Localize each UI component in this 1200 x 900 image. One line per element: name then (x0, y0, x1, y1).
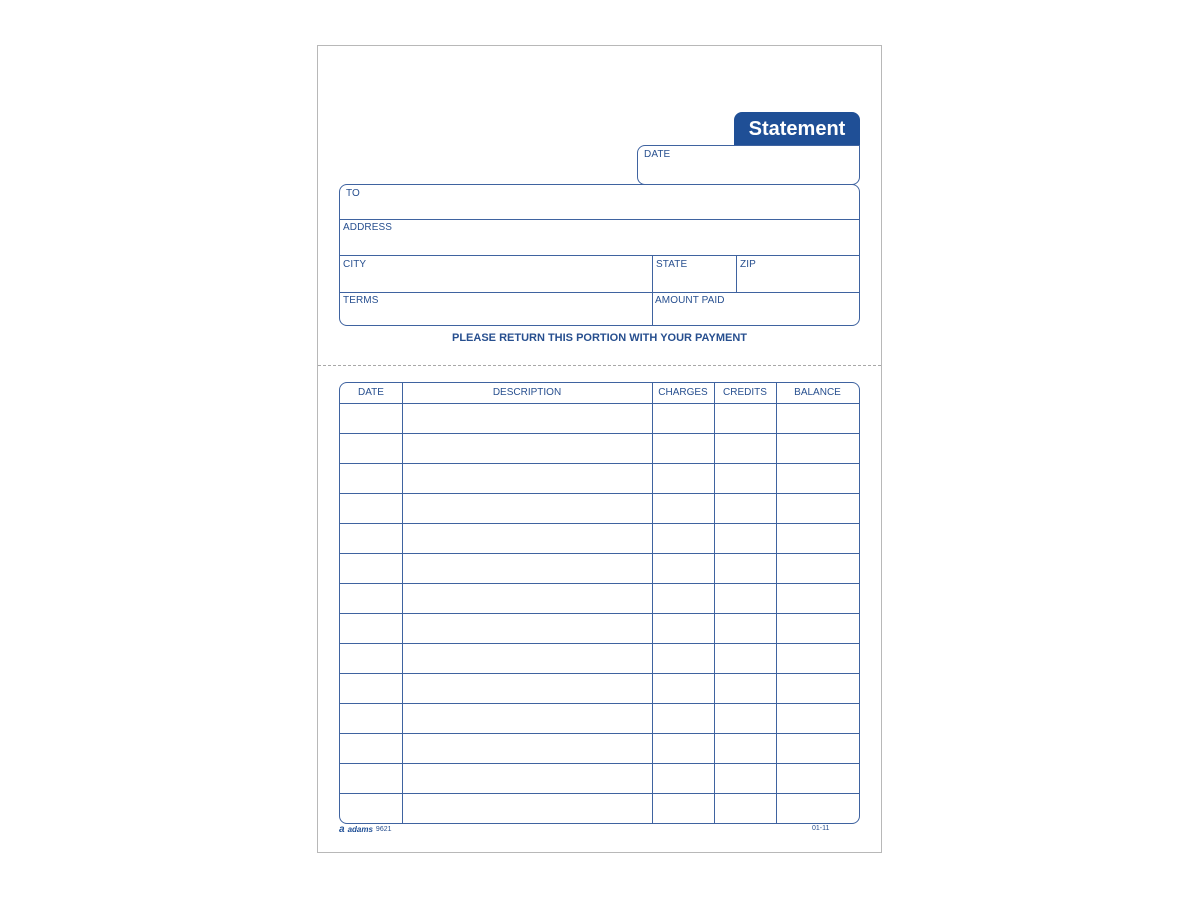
column-header-description: DESCRIPTION (492, 387, 562, 398)
address-field[interactable] (340, 219, 859, 255)
ledger-row[interactable] (340, 583, 859, 613)
product-code: 9621 (375, 826, 392, 833)
ledger-row[interactable] (340, 523, 859, 553)
ledger-row[interactable] (340, 673, 859, 703)
return-notice: PLEASE RETURN THIS PORTION WITH YOUR PAYMENT (452, 332, 747, 344)
amount-paid-field[interactable] (652, 292, 859, 325)
amount-paid-label: AMOUNT PAID (655, 295, 725, 306)
column-header-date: DATE (358, 387, 384, 398)
ledger-row[interactable] (340, 643, 859, 673)
form-title: Statement (734, 112, 860, 146)
perforation-line (318, 365, 881, 366)
address-block (339, 184, 860, 326)
state-label: STATE (656, 259, 688, 270)
ledger-table (339, 382, 860, 824)
ledger-row[interactable] (340, 463, 859, 493)
ledger-row[interactable] (340, 553, 859, 583)
brand-name: adams (347, 825, 373, 834)
column-header-credits: CREDITS (723, 387, 767, 398)
to-label: TO (346, 188, 360, 199)
address-label: ADDRESS (343, 222, 393, 233)
terms-label: TERMS (343, 295, 379, 306)
state-field[interactable] (652, 255, 736, 292)
revision-code: 01-11 (812, 825, 830, 832)
date-field[interactable] (637, 145, 860, 185)
adams-logo-icon: a (339, 824, 345, 835)
ledger-row[interactable] (340, 703, 859, 733)
ledger-row[interactable] (340, 433, 859, 463)
city-label: CITY (343, 259, 367, 270)
ledger-row[interactable] (340, 403, 859, 433)
date-label: DATE (644, 149, 671, 160)
zip-label: ZIP (740, 259, 756, 270)
zip-field[interactable] (736, 255, 859, 292)
city-field[interactable] (340, 255, 652, 292)
footer-brand (339, 824, 392, 835)
column-header-balance: BALANCE (794, 387, 841, 398)
ledger-row[interactable] (340, 613, 859, 643)
ledger-row[interactable] (340, 733, 859, 763)
ledger-row[interactable] (340, 763, 859, 793)
ledger-row[interactable] (340, 493, 859, 523)
terms-field[interactable] (340, 292, 652, 325)
to-field[interactable] (340, 185, 859, 219)
column-header-charges: CHARGES (658, 387, 708, 398)
ledger-row[interactable] (340, 793, 859, 823)
